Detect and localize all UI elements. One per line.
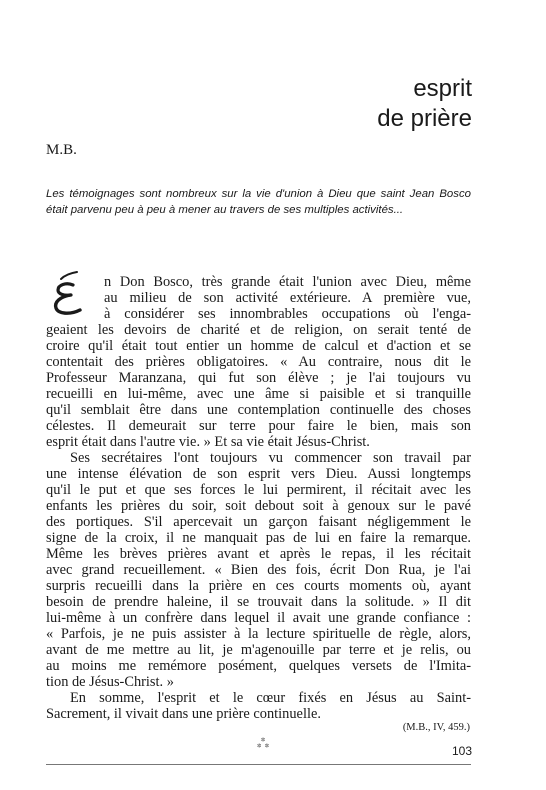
author-initials: M.B.	[46, 142, 77, 158]
svg-text:✲: ✲	[260, 737, 266, 744]
body-line: « Parfois, je ne puis assister à la lecture spirituelle de règle, alors,	[46, 626, 471, 642]
body-line: au moins me remémore posément, quelques versets de l'Imita-	[46, 658, 471, 674]
body-line: geaient les devoirs de charité et de religion, on serait tenté de	[46, 322, 471, 338]
body-line: qu'il semblait être dans une contemplation continuelle des choses	[46, 402, 471, 418]
body-line: qu'il le put et que ses forces le lui permirent, il récitait avec les	[46, 482, 471, 498]
body-line: une intense élévation de son esprit vers Dieu. Aussi longtemps	[46, 466, 471, 482]
body-line: surpris recueilli dans la prière en ces courts moments où, ayant	[46, 578, 471, 594]
asterism-ornament	[250, 736, 276, 750]
body-line: Professeur Maranzana, qui fut son élève ; je l'ai toujours vu	[46, 370, 471, 386]
body-line: avec grand recueillement. « Bien des fois, écrit Don Rua, je l'ai	[46, 562, 471, 578]
body-line: au milieu de son activité extérieure. A première vue,	[104, 290, 471, 306]
body-line: tion de Jésus-Christ. »	[46, 674, 174, 690]
body-line: lui-même à un confrère dans lequel il avait une grande confiance :	[46, 610, 471, 626]
article-title-line-2: de prière	[377, 105, 472, 132]
body-line: célestes. Il demeurait sur terre pour faire le bien, mais son	[46, 418, 471, 434]
body-line: n Don Bosco, très grande était l'union avec Dieu, même	[104, 274, 471, 290]
body-line: recueilli en lui-même, avec une âme si paisible et si tranquille	[46, 386, 471, 402]
body-line: croire qu'il était tout entier un homme de calcul et d'action et se	[46, 338, 471, 354]
body-line: En somme, l'esprit et le cœur fixés en Jésus au Saint-	[70, 690, 471, 706]
body-line: Même les brèves prières avant et après le repas, il les récitait	[46, 546, 471, 562]
dropcap-letter-e	[50, 270, 86, 320]
body-line: Sacrement, il vivait dans une prière continuelle.	[46, 706, 321, 722]
body-line: avant de me mettre au lit, je m'agenouille par terre et je relis, ou	[46, 642, 471, 658]
body-line: esprit était dans l'autre vie. » Et sa vie était Jésus-Christ.	[46, 434, 370, 450]
body-line: signe de la croix, il ne manquait pas de lui en faire la remarque.	[46, 530, 471, 546]
body-line: contentait des prières obligatoires. « Au contraire, nous dit le	[46, 354, 471, 370]
svg-text:✲: ✲	[256, 743, 262, 750]
svg-text:✲: ✲	[264, 743, 270, 750]
source-citation: (M.B., IV, 459.)	[402, 722, 470, 733]
article-title-line-1: esprit	[413, 75, 472, 102]
body-line: des portiques. S'il apercevait un garçon faisant négligemment le	[46, 514, 471, 530]
body-line: à considérer ses innombrables occupations où l'enga-	[104, 306, 471, 322]
body-line: enfants les prières du soir, soit debout soit à genoux sur le pavé	[46, 498, 471, 514]
body-line: Ses secrétaires l'ont toujours vu commencer son travail par	[70, 450, 471, 466]
footer-rule	[46, 764, 471, 765]
intro-paragraph: Les témoignages sont nombreux sur la vie d'union à Dieu que saint Jean Bosco était parvenu peu à peu à mener au travers de ses multiples activités...	[46, 188, 471, 216]
page-number: 103	[451, 744, 472, 758]
body-line: besoin de prendre haleine, il se trouvait dans la solitude. » Il dit	[46, 594, 471, 610]
